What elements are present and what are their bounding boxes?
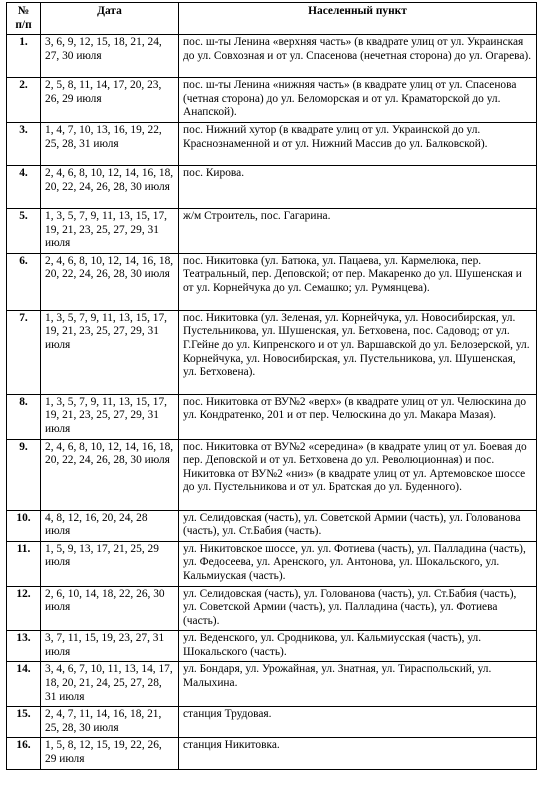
row-dates: 1, 3, 5, 7, 9, 11, 13, 15, 17, 19, 21, 23, 25, 27, 29, 31 июля [41, 394, 179, 439]
row-place: ж/м Строитель, пос. Гагарина. [179, 208, 537, 253]
table-row [7, 122, 537, 165]
table-row [7, 208, 537, 253]
row-dates: 1, 3, 5, 7, 9, 11, 13, 15, 17, 19, 21, 23, 25, 27, 29, 31 июля [41, 310, 179, 394]
row-number: 9. [7, 439, 41, 510]
schedule-document [6, 2, 536, 770]
row-place: пос. Никитовка от ВУ№2 «середина» (в квадрате улиц от ул. Боевая до пер. Деповской и от ул. Бетховена до ул. Революционная) и пос. Никитовка от ВУ№2 «низ» (в квадрате улиц от ул. Артемовское шоссе до ул. Пустельникова и от ул. Братская до ул. Буденного). [179, 439, 537, 510]
row-dates: 1, 3, 5, 7, 9, 11, 13, 15, 17, 19, 21, 23, 25, 27, 29, 31 июля [41, 208, 179, 253]
table-header-row [7, 3, 537, 35]
header-number-line2: п/п [15, 18, 32, 31]
table-row [7, 253, 537, 310]
row-number: 6. [7, 253, 41, 310]
row-number: 1. [7, 35, 41, 78]
row-place: ул. Веденского, ул. Сродникова, ул. Кальмиусская (часть), ул. Шокальского (часть). [179, 631, 537, 662]
table-row [7, 541, 537, 586]
row-number: 5. [7, 208, 41, 253]
row-place: ул. Селидовская (часть), ул. Советской Армии (часть), ул. Голованова (часть), ул. Ст.Бабия (часть). [179, 510, 537, 541]
row-dates: 3, 4, 6, 7, 10, 11, 13, 14, 17, 18, 20, 21, 24, 25, 27, 28, 31 июля [41, 662, 179, 707]
row-place: пос. Никитовка (ул. Зеленая, ул. Корнейчука, ул. Новосибирская, ул. Пустельникова, ул. Шушенская, ул. Бетховена, пос. Садовод; от ул. Г.Гейне до ул. Кипренского и от ул. Варшавской до ул. Белозерской, ул. Корнейчука, ул. Новосибирская, ул. Пустельникова, ул. Шушенская, ул. Бетховена). [179, 310, 537, 394]
row-place: пос. ш-ты Ленина «верхняя часть» (в квадрате улиц от ул. Украинская до ул. Совхозная и от ул. Спасенова (нечетная сторона) до ул. Огарева). [179, 35, 537, 78]
row-dates: 2, 4, 6, 8, 10, 12, 14, 16, 18, 20, 22, 24, 26, 28, 30 июля [41, 165, 179, 208]
water-schedule-table [6, 2, 537, 770]
row-number: 4. [7, 165, 41, 208]
row-place: пос. Нижний хутор (в квадрате улиц от ул. Украинской до ул. Краснознаменной и от ул. Нижний Массив до ул. Балковской). [179, 122, 537, 165]
row-place: станция Трудовая. [179, 707, 537, 738]
row-dates: 4, 8, 12, 16, 20, 24, 28 июля [41, 510, 179, 541]
row-place: ул. Селидовская (часть), ул. Голованова (часть), ул. Ст.Бабия (часть), ул. Советской Армии (часть), ул. Палладина (часть), ул. Фотиева (часть). [179, 586, 537, 631]
row-number: 12. [7, 586, 41, 631]
row-place: пос. Никитовка (ул. Батюка, ул. Пацаева, ул. Кармелюка, пер. Театральный, пер. Деповской; от пер. Макаренко до ул. Шушенская и от ул. Корнейчука до ул. Семашко; ул. Румянцева). [179, 253, 537, 310]
row-dates: 2, 5, 8, 11, 14, 17, 20, 23, 26, 29 июля [41, 78, 179, 123]
table-row [7, 394, 537, 439]
row-number: 7. [7, 310, 41, 394]
table-row [7, 586, 537, 631]
row-dates: 3, 6, 9, 12, 15, 18, 21, 24, 27, 30 июля [41, 35, 179, 78]
row-dates: 1, 4, 7, 10, 13, 16, 19, 22, 25, 28, 31 июля [41, 122, 179, 165]
row-dates: 3, 7, 11, 15, 19, 23, 27, 31 июля [41, 631, 179, 662]
table-row [7, 662, 537, 707]
table-row [7, 510, 537, 541]
row-number: 2. [7, 78, 41, 123]
row-place: ул. Никитовское шоссе, ул. ул. Фотиева (часть), ул. Палладина (часть), ул. Федосеева, ул. Аренского, ул. Антонова, ул. Шокальского, ул. Кальмиуская (часть). [179, 541, 537, 586]
row-number: 13. [7, 631, 41, 662]
table-row [7, 310, 537, 394]
row-number: 11. [7, 541, 41, 586]
table-row [7, 78, 537, 123]
table-row [7, 439, 537, 510]
row-place: пос. ш-ты Ленина «нижняя часть» (в квадрате улиц от ул. Спасенова (четная сторона) до ул. Беломорская и от ул. Краматорской до ул. Анапской). [179, 78, 537, 123]
row-number: 15. [7, 707, 41, 738]
table-row [7, 631, 537, 662]
row-dates: 1, 5, 8, 12, 15, 19, 22, 26, 29 июля [41, 738, 179, 769]
table-row [7, 738, 537, 769]
row-dates: 2, 4, 6, 8, 10, 12, 14, 16, 18, 20, 22, 24, 26, 28, 30 июля [41, 253, 179, 310]
row-place: пос. Никитовка от ВУ№2 «верх» (в квадрате улиц от ул. Челюскина до ул. Кондратенко, 201 и от пер. Челюскина до ул. Макара Мазая). [179, 394, 537, 439]
header-date: Дата [41, 3, 179, 35]
header-number-line1: № [17, 5, 30, 17]
row-number: 16. [7, 738, 41, 769]
row-dates: 2, 6, 10, 14, 18, 22, 26, 30 июля [41, 586, 179, 631]
table-row [7, 165, 537, 208]
row-number: 8. [7, 394, 41, 439]
row-place: пос. Кирова. [179, 165, 537, 208]
header-place: Населенный пункт [179, 3, 537, 35]
row-number: 14. [7, 662, 41, 707]
row-number: 10. [7, 510, 41, 541]
row-dates: 2, 4, 6, 8, 10, 12, 14, 16, 18, 20, 22, 24, 26, 28, 30 июля [41, 439, 179, 510]
row-number: 3. [7, 122, 41, 165]
row-dates: 2, 4, 7, 11, 14, 16, 18, 21, 25, 28, 30 июля [41, 707, 179, 738]
row-place: ул. Бондаря, ул. Урожайная, ул. Знатная, ул. Тираспольский, ул. Малыхина. [179, 662, 537, 707]
row-dates: 1, 5, 9, 13, 17, 21, 25, 29 июля [41, 541, 179, 586]
header-number [7, 3, 41, 35]
row-place: станция Никитовка. [179, 738, 537, 769]
table-row [7, 707, 537, 738]
table-row [7, 35, 537, 78]
